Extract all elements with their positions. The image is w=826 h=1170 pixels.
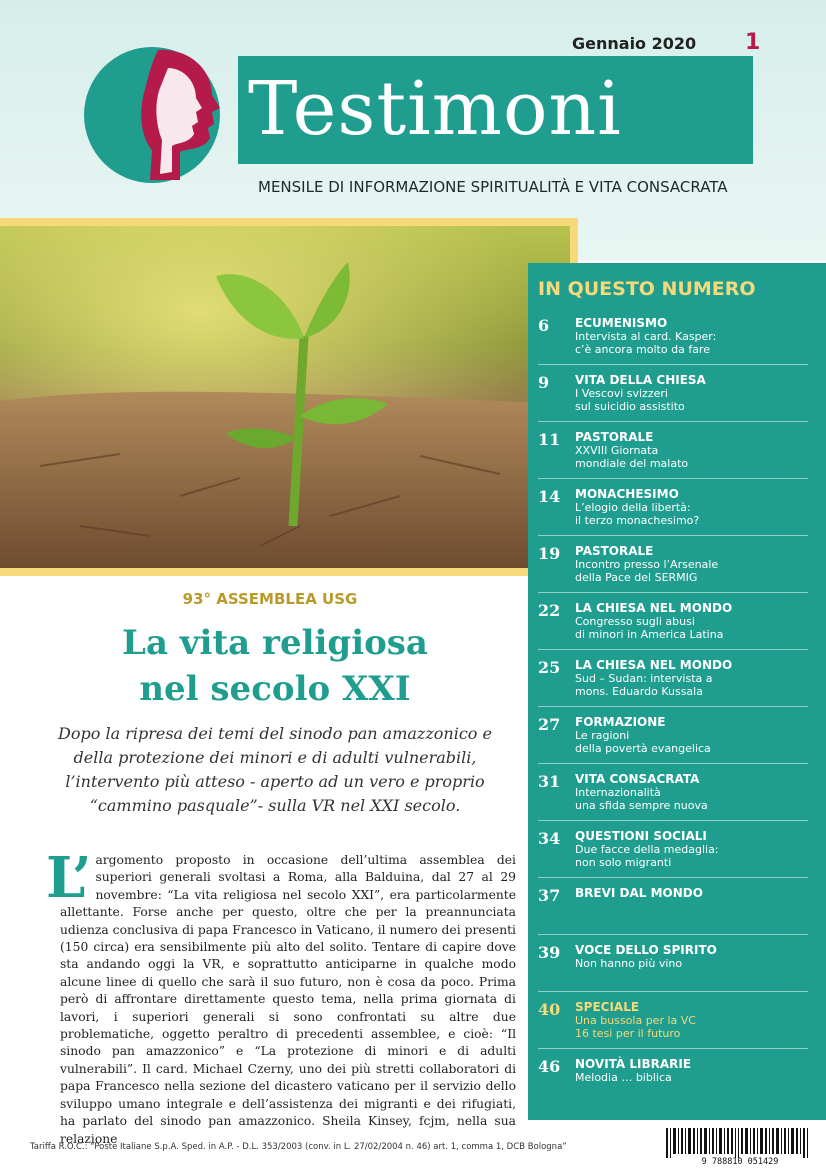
toc-section: VOCE DELLO SPIRITO	[575, 943, 717, 957]
toc-page: 6	[538, 316, 550, 335]
toc-divider	[538, 421, 808, 422]
toc-divider	[538, 1048, 808, 1049]
toc-divider	[538, 877, 808, 878]
article-kicker: 93° ASSEMBLEA USG	[182, 590, 358, 608]
toc-section: VITA CONSACRATA	[575, 772, 700, 786]
headline-line-1: La vita religiosa	[122, 623, 428, 663]
toc-desc: Internazionalità una sfida sempre nuova	[575, 786, 708, 812]
barcode	[660, 1126, 820, 1166]
toc-section: FORMAZIONE	[575, 715, 666, 729]
postal-notice: Tariffa R.O.C.: “Poste Italiane S.p.A. Sped. in A.P. - D.L. 353/2003 (conv. in L. 27/02/2004 n. 46) art. 1, comma 1, DCB Bologna”	[30, 1142, 567, 1152]
toc-page: 25	[538, 658, 561, 677]
toc-desc: XXVIII Giornata mondiale del malato	[575, 444, 689, 470]
toc-page: 34	[538, 829, 561, 848]
toc-page: 46	[538, 1057, 561, 1076]
toc-page: 31	[538, 772, 561, 791]
toc-page: 9	[538, 373, 550, 392]
toc-page: 39	[538, 943, 561, 962]
issue-date: Gennaio 2020	[572, 34, 697, 53]
toc-desc: Le ragioni della povertà evangelica	[575, 729, 711, 755]
toc-section: NOVITÀ LIBRARIE	[575, 1057, 692, 1071]
masthead-subtitle: MENSILE DI INFORMAZIONE SPIRITUALITÀ E VITA CONSACRATA	[258, 178, 728, 196]
toc-desc: Incontro presso l’Arsenale della Pace del SERMIG	[575, 558, 719, 584]
drop-cap: L’	[46, 845, 92, 911]
toc-page: 11	[538, 430, 561, 449]
headline-line-2: nel secolo XXI	[139, 669, 411, 709]
sprout-photo	[0, 226, 570, 568]
toc-desc: L’elogio della libertà: il terzo monachesimo?	[575, 501, 700, 527]
toc-section: ECUMENISMO	[575, 316, 668, 330]
masthead-title: Testimoni	[248, 66, 622, 152]
toc-divider	[538, 592, 808, 593]
barcode-icon	[660, 1126, 820, 1166]
sprout-illustration-icon	[0, 226, 570, 568]
faces-logo-icon	[80, 40, 230, 190]
toc-page: 14	[538, 487, 561, 506]
toc-divider	[538, 706, 808, 707]
toc-desc: I Vescovi svizzeri sul suicidio assistito	[575, 387, 685, 413]
toc-section: BREVI DAL MONDO	[575, 886, 703, 900]
toc-section: PASTORALE	[575, 430, 654, 444]
toc-divider	[538, 820, 808, 821]
toc-desc: Melodia … biblica	[575, 1071, 672, 1084]
toc-desc: Una bussola per la VC 16 tesi per il futuro	[575, 1014, 696, 1040]
toc-section: SPECIALE	[575, 1000, 640, 1014]
toc-page: 19	[538, 544, 561, 563]
toc-section: VITA DELLA CHIESA	[575, 373, 706, 387]
toc-divider	[538, 478, 808, 479]
toc-section: PASTORALE	[575, 544, 654, 558]
article-body	[46, 845, 516, 1148]
toc-page: 22	[538, 601, 561, 620]
toc-heading: IN QUESTO NUMERO	[538, 278, 756, 300]
toc-divider	[538, 991, 808, 992]
toc-divider	[538, 535, 808, 536]
toc-desc: Sud – Sudan: intervista a mons. Eduardo Kussala	[575, 672, 713, 698]
toc-desc: Due facce della medaglia: non solo migranti	[575, 843, 719, 869]
toc-divider	[538, 649, 808, 650]
toc-desc: Intervista al card. Kasper: c’è ancora molto da fare	[575, 330, 717, 356]
toc-section: LA CHIESA NEL MONDO	[575, 601, 733, 615]
article-headline	[0, 620, 550, 712]
toc-divider	[538, 934, 808, 935]
toc-section: MONACHESIMO	[575, 487, 679, 501]
toc-page: 27	[538, 715, 561, 734]
toc-page: 37	[538, 886, 561, 905]
toc-divider	[538, 763, 808, 764]
toc-divider	[538, 364, 808, 365]
toc-section: QUESTIONI SOCIALI	[575, 829, 707, 843]
issue-number: 1	[745, 30, 761, 55]
article-body-text: argomento proposto in occasione dell’ultima assemblea dei superiori generali svoltasi a Roma, alla Balduina, dal 27 al 29 novembre: “La vita religiosa nel secolo XXI”, era particolarmente allettante. Forse anche per questo, oltre che per la preannunciata udienza conclusiva di papa Francesco in Vaticano, il numero dei presenti (150 circa) era sensibilmente più alto del solito. Tentare di capire dove sta andando oggi la VR, e soprattutto anticiparne in qualche modo alcune linee di quello che sarà il suo futuro, non è cosa da poco. Prima però di affrontare direttamente questo tema, nella prima giornata di lavori, i superiori generali si sono confrontati su altre due problematiche, oggetto peraltro di precedenti assemblee, e cioè: “Il sinodo pan amazzonico” e “La protezione di minori e di adulti vulnerabili”. Il card. Michael Czerny, uno dei più stretti collaboratori di papa Francesco nella sezione del dicastero vaticano per il servizio dello sviluppo umano integrale e dell’assistenza dei migranti e dei rifugiati, ha parlato del sinodo pan amazzonico. Sheila Kinsey, fcjm, nella sua relazione	[60, 853, 516, 1146]
toc-desc: Non hanno più vino	[575, 957, 683, 970]
barcode-number: 9 788810 051429	[701, 1157, 779, 1166]
article-lead: Dopo la ripresa dei temi del sinodo pan amazzonico e della protezione dei minori e di adulti vulnerabili, l’intervento più atteso - aperto ad un vero e proprio “cammino pasquale”- sulla VR nel XXI secolo.	[58, 724, 492, 815]
toc-page: 40	[538, 1000, 561, 1019]
toc-desc: Congresso sugli abusi di minori in America Latina	[575, 615, 724, 641]
toc-section: LA CHIESA NEL MONDO	[575, 658, 733, 672]
